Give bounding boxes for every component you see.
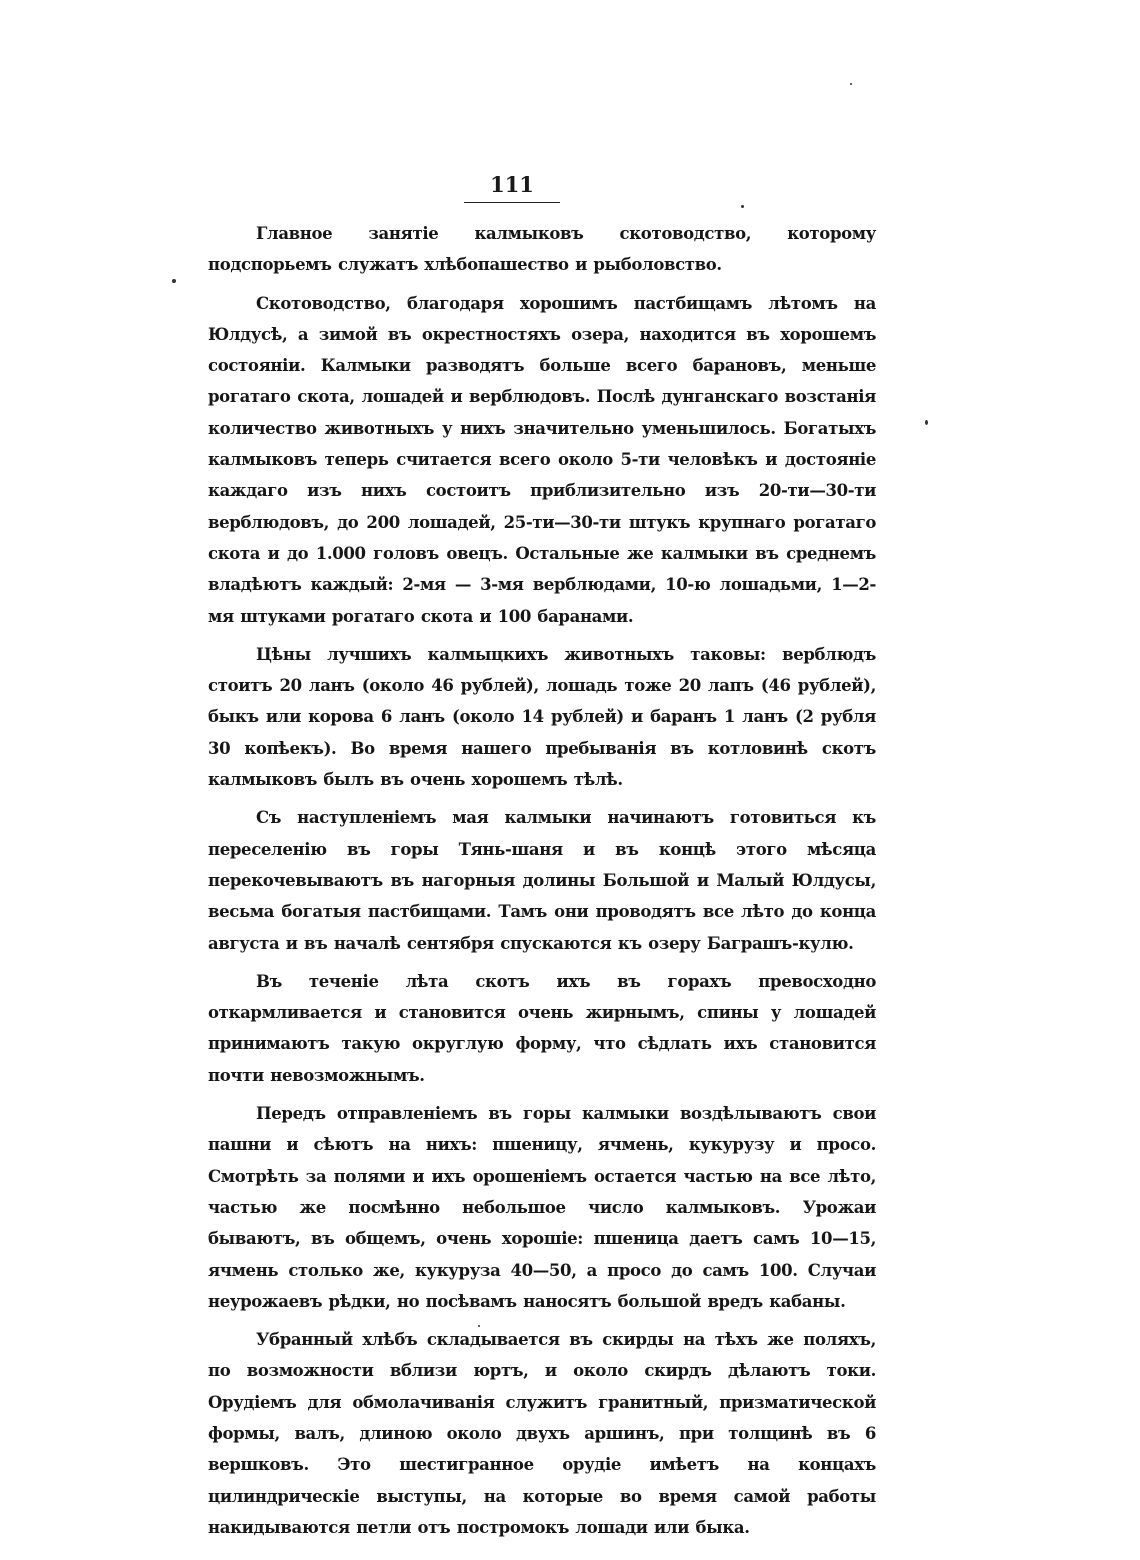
- paragraph-6: Передъ отправленіемъ въ горы калмыки воздѣлываютъ свои пашни и сѣютъ на нихъ: пшеницу, ячмень, кукурузу и просо. Смотрѣть за полями и ихъ орошеніемъ остается частью на все лѣто, частью же посмѣнно небольшое число калмыковъ. Урожаи бываютъ, въ общемъ, очень хорошіе: пшеница даетъ самъ 10—15, ячмень столько же, кукуруза 40—50, а просо до самъ 100. Случаи неурожаевъ рѣдки, но посѣвамъ наносятъ большой вредъ кабаны.: [208, 1104, 876, 1311]
- page-number: 111: [464, 172, 560, 203]
- paragraph-4: Съ наступленіемъ мая калмыки начинаютъ готовиться къ переселенію въ горы Тянь-шаня и въ концѣ этого мѣсяца перекочевываютъ въ нагорныя долины Большой и Малый Юлдусы, весьма богатыя пастбищами. Тамъ они проводятъ все лѣто до конца августа и въ началѣ сентября спускаются къ озеру Баграшъ-кулю.: [208, 808, 876, 953]
- scan-speck: [172, 279, 176, 283]
- scan-speck: [925, 420, 928, 425]
- paragraph-3: Цѣны лучшихъ калмыцкихъ животныхъ таковы: верблюдъ стоитъ 20 ланъ (около 46 рублей), лошадь тоже 20 лапъ (46 рублей), быкъ или корова 6 ланъ (около 14 рублей) и баранъ 1 ланъ (2 рубля 30 копѣекъ). Во время нашего пребыванія въ котловинѣ скотъ калмыковъ былъ въ очень хорошемъ тѣлѣ.: [208, 644, 876, 790]
- scan-speck: [850, 83, 852, 85]
- paragraph-1: Главное занятіе калмыковъ скотоводство, которому подспорьемъ служатъ хлѣбопашество и рыболовство.: [208, 224, 876, 275]
- paragraph-5: Въ теченіе лѣта скотъ ихъ въ горахъ превосходно откармливается и становится очень жирнымъ, спины у лошадей принимаютъ такую округлую форму, что сѣдлать ихъ становится почти невозможнымъ.: [208, 971, 876, 1085]
- scan-speck: [741, 205, 744, 208]
- paragraph-7: Убранный хлѣбъ складывается въ скирды на тѣхъ же поляхъ, по возможности вблизи юртъ, и около скирдъ дѣлаютъ токи. Орудіемъ для обмолачиванія служитъ гранитный, призматической формы, валъ, длиною около двухъ аршинъ, при толщинѣ въ 6 вершковъ. Это шестигранное орудіе имѣетъ на концахъ цилиндрическіе выступы, на которые во время самой работы накидываются петли отъ постромокъ лошади или быка.: [208, 1330, 876, 1537]
- scan-speck: [478, 1325, 480, 1327]
- paragraph-2: Скотоводство, благодаря хорошимъ пастбищамъ лѣтомъ на Юлдусѣ, а зимой въ окрестностяхъ озера, находится въ хорошемъ состояніи. Калмыки разводятъ больше всего барановъ, меньше рогатаго скота, лошадей и верблюдовъ. Послѣ дунганскаго возстанія количество животныхъ у нихъ значительно уменьшилось. Богатыхъ калмыковъ теперь считается всего около 5-ти человѣкъ и достояніе каждаго изъ нихъ состоитъ приблизительно изъ 20-ти—30-ти верблюдовъ, до 200 лошадей, 25-ти—30-ти штукъ крупнаго рогатаго скота и до 1.000 головъ овецъ. Остальные же калмыки въ среднемъ владѣютъ каждый: 2-мя — 3-мя верблюдами, 10-ю лошадьми, 1—2-мя штуками рогатаго скота и 100 баранами.: [208, 293, 876, 626]
- body-text: [208, 218, 876, 1550]
